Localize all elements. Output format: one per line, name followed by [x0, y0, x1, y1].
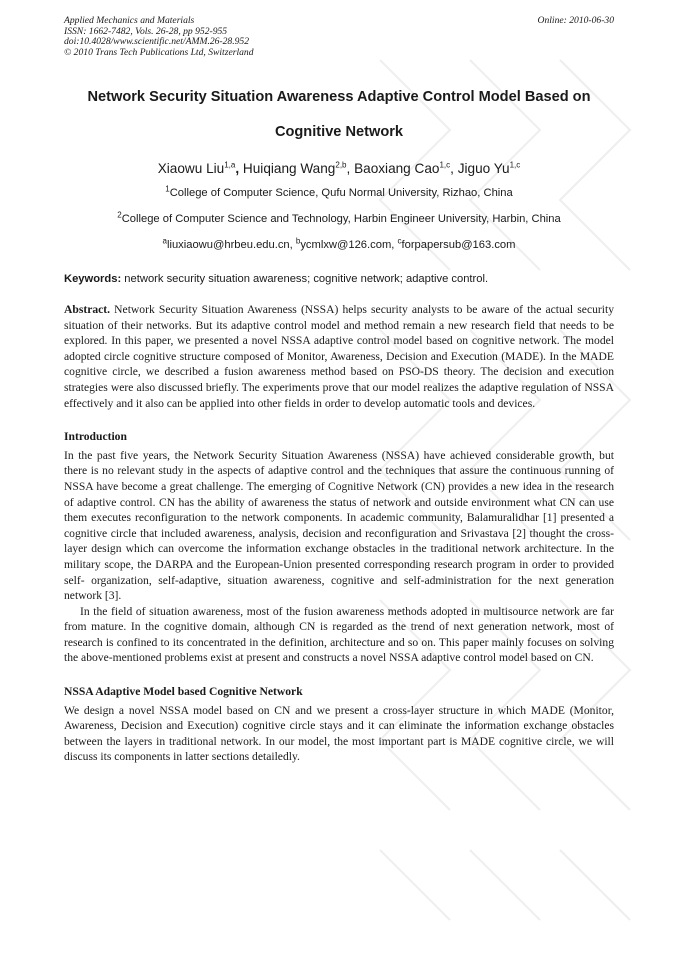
abstract-label: Abstract.: [64, 303, 111, 316]
author-name: Baoxiang Cao: [354, 161, 440, 176]
paper-content: [64, 16, 614, 765]
online-date: Online: 2010-06-30: [537, 15, 614, 26]
affiliation-text: College of Computer Science and Technology, Harbin Engineer University, Harbin, China: [121, 213, 561, 225]
author-separator: ,: [235, 161, 243, 176]
email-link[interactable]: ycmlxw@126.com: [300, 239, 392, 251]
author-sup: 1,a: [224, 160, 236, 170]
abstract-text: Network Security Situation Awareness (NSSA) helps security analysts to be aware of the actual security situation of their networks. But its adaptive control model and method remain a new research field that needs to be explored. In this paper, we presented a novel NSSA adaptive control model based on cognitive network. The model adopted circle cognitive structure composed of Monitor, Awareness, Decision and Execution (MADE). In the MADE cognitive circle, we described a fusion awareness method based on PSO-DS theory. The decision and execution strategies were also discussed briefly. The experiments prove that our model realizes the adaptive regulation of NSSA effectively and it also can be applied into other fields in order to develop automatic tools and devices.: [64, 303, 614, 410]
affiliation-sup: 1: [165, 184, 170, 194]
nssa-paragraph-1: We design a novel NSSA model based on CN and we present a cross-layer structure in which MADE (Monitor, Awareness, Decision and Execution) cognitive circle stays and it can eliminate the information exchange obstacles between the layers in traditional network. In our model, the most important part is MADE cognitive circle, we will discuss its components in latter sections detailedly.: [64, 703, 614, 764]
author-name: Huiqiang Wang: [242, 161, 336, 176]
title-line-1: Network Security Situation Awareness Adaptive Control Model Based on: [87, 89, 591, 105]
author-sup: 1,c: [439, 160, 451, 170]
title-line-2: Cognitive Network: [274, 124, 404, 140]
journal-header: [64, 16, 614, 58]
affiliation-1: [64, 180, 614, 206]
author-sup: 1,c: [509, 160, 521, 170]
email-sup: b: [295, 236, 301, 246]
author-name: Jiguo Yu: [457, 161, 510, 176]
email-sup: c: [397, 236, 402, 246]
affiliation-2: [64, 206, 614, 232]
section-heading-introduction: Introduction: [64, 430, 127, 444]
email-link[interactable]: forpapersub@163.com: [401, 239, 516, 251]
journal-copyright: © 2010 Trans Tech Publications Ltd, Switzerland: [64, 46, 254, 58]
author-list: [64, 160, 614, 178]
author-separator: ,: [346, 161, 355, 176]
author-name: Xiaowu Liu: [157, 161, 225, 176]
email-link[interactable]: liuxiaowu@hrbeu.edu.cn: [166, 239, 290, 251]
email-sup: a: [162, 236, 167, 246]
intro-paragraph-1: In the past five years, the Network Security Situation Awareness (NSSA) have achieved considerable growth, but there is no relevant study in the aspects of adaptive control and the techniques that assure the continuous running of NSSA have become a great challenge. The emerging of Cognitive Network (CN) provides a new idea in the research of adaptive control. CN has the ability of awareness the status of network and outside environment what CN can use them executes reconfiguration to the network components. In academic community, Balamuralidhar [1] presented a cognitive circle that included awareness, analysis, decision and reconfiguration and Srivastava [2] thought the cross-layer design which can overcome the information exchange obstacles in the traditional network architecture. In the military scope, the DARPA and the European-Union presented corresponding research program in order to provided self- organization, self-adaptive, situation awareness, cognitive and self-administration for the next generation network [3].: [64, 448, 614, 603]
keywords-label: Keywords:: [64, 273, 122, 285]
keywords: [64, 272, 614, 286]
intro-paragraph-2: In the field of situation awareness, most of the fusion awareness methods adopted in multisource network are far from mature. In the cognitive domain, although CN is regarded as the trend of next generation network, most of research is confined to its concentrated in the definition, architecture and so on. This paper mainly focuses on solving the above-mentioned problems exist at present and constructs a novel NSSA adaptive control model based on CN.: [64, 604, 614, 665]
abstract: [64, 302, 614, 411]
affiliation-text: College of Computer Science, Qufu Normal University, Rizhao, China: [169, 187, 513, 199]
journal-name: Applied Mechanics and Materials: [64, 15, 195, 26]
journal-issn: ISSN: 1662-7482, Vols. 26-28, pp 952-955: [64, 25, 228, 37]
author-separator: ,: [450, 161, 458, 176]
affiliation-sup: 2: [117, 210, 122, 220]
author-sup: 2,b: [335, 160, 347, 170]
journal-doi: doi:10.4028/www.scientific.net/AMM.26-28.952: [64, 36, 250, 47]
author-emails: $^a$liuxiaowu@hrbeu.edu.cn, $^b$ycmlxw@126.com, $^c$forpapersub@163.com: [162, 236, 516, 251]
paper-title: [64, 80, 614, 150]
keywords-text: network security situation awareness; cognitive network; adaptive control.: [121, 273, 489, 285]
section-heading-nssa-model: NSSA Adaptive Model based Cognitive Network: [64, 685, 303, 699]
